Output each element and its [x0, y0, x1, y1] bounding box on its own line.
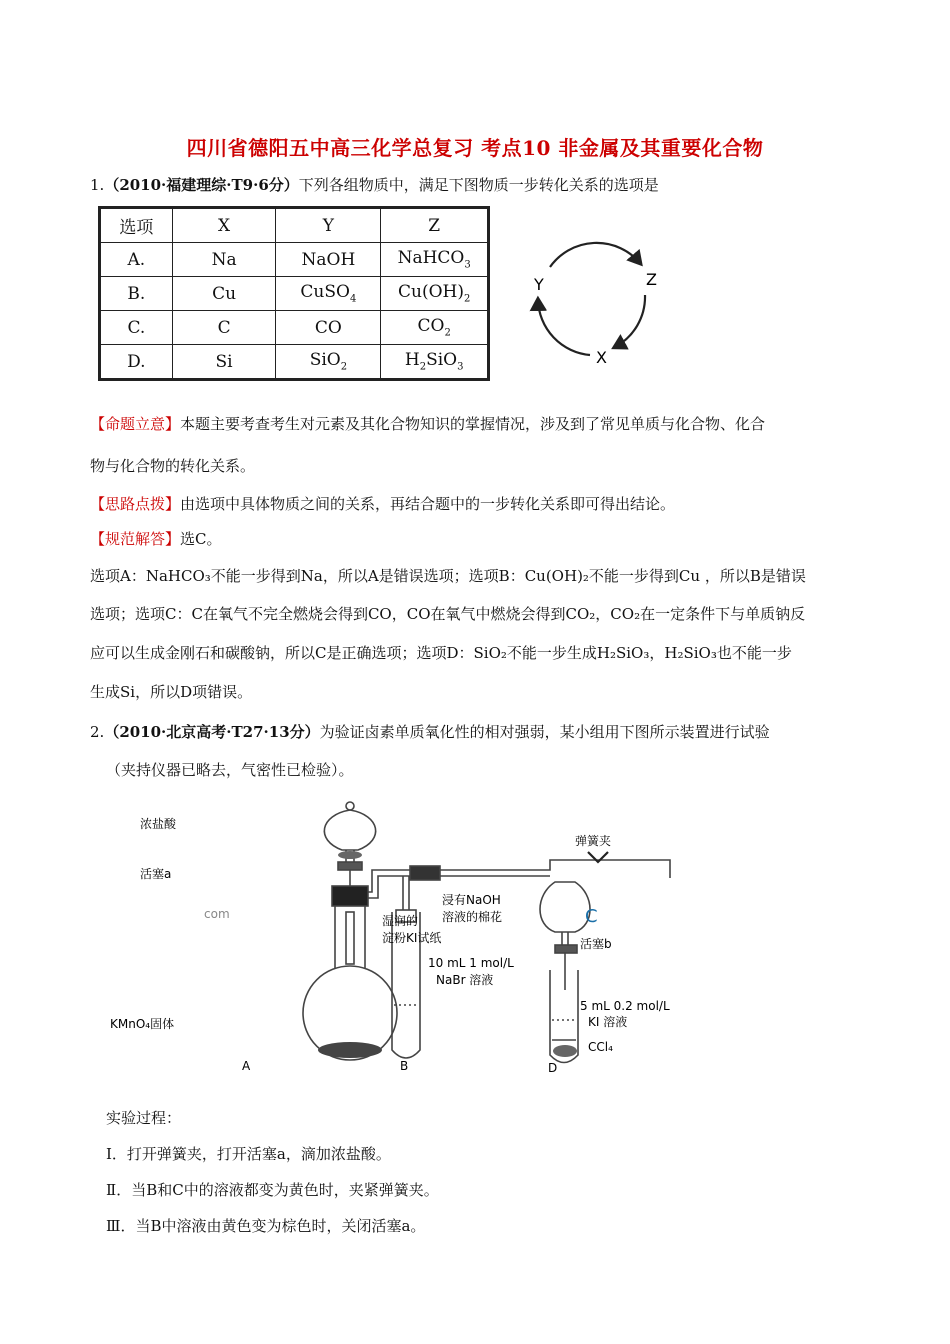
- table-row: [100, 243, 489, 277]
- label-kmno4: KMnO₄固体: [110, 1017, 175, 1031]
- table-row: [100, 311, 489, 345]
- cycle-label-x: X: [596, 348, 607, 367]
- label-cotton-1: 浸有NaOH: [442, 893, 501, 907]
- header-cell: 选项: [100, 208, 173, 243]
- label-ki-paper-1: 湿润的: [382, 914, 419, 928]
- intent-line-2: 物与化合物的转化关系。: [90, 457, 256, 475]
- vessel-c: [540, 882, 590, 932]
- label-watermark: com: [204, 907, 230, 921]
- stopcock-b-valve: [555, 945, 577, 953]
- cycle-label-y: Y: [534, 275, 544, 294]
- label-b: B: [400, 1059, 409, 1073]
- table-cell: D.: [100, 345, 173, 380]
- table-cell: NaOH: [276, 243, 381, 277]
- explain-line-1: 选项A：NaHCO₃不能一步得到Na，所以A是错误选项；选项B：Cu(OH)₂不能一步得到Cu ，所以B是错误: [90, 567, 806, 585]
- dropping-funnel: [324, 810, 375, 850]
- q2-text: 为验证卤素单质氧化性的相对强弱，某小组用下图所示装置进行试验: [319, 723, 770, 741]
- table-header-row: [100, 208, 489, 243]
- label-nabr-1: 10 mL 1 mol/L: [428, 956, 514, 970]
- kmno4-solid: [318, 1042, 382, 1058]
- arrow-x-to-y: [538, 300, 590, 355]
- label-clamp: 弹簧夹: [575, 834, 612, 848]
- label-d: D: [548, 1061, 558, 1075]
- label-nabr-2: NaBr 溶液: [436, 973, 494, 987]
- label-conc-hcl: 浓盐酸: [140, 817, 177, 831]
- ki-paper: [346, 912, 354, 964]
- table-row: [100, 345, 489, 380]
- hint-line: [90, 494, 870, 514]
- stopper-a: [332, 886, 368, 906]
- step-3: Ⅲ．当B中溶液由黄色变为棕色时，关闭活塞a。: [106, 1217, 426, 1235]
- header-cell: Y: [276, 208, 381, 243]
- tube-connector: [410, 866, 440, 880]
- q2-stem: [90, 722, 870, 742]
- header-cell: Z: [381, 208, 489, 243]
- q2-number: 2.: [90, 723, 105, 741]
- table-cell: C: [172, 311, 276, 345]
- q1-source: （2010·福建理综·T9·6分）: [104, 176, 299, 194]
- cycle-diagram: [520, 215, 670, 375]
- label-a: A: [242, 1059, 251, 1073]
- table-cell: Si: [172, 345, 276, 380]
- apparatus-figure: [110, 800, 690, 1075]
- answer-text: 选C。: [180, 530, 222, 548]
- intent-text: 本题主要考查考生对元素及其化合物知识的掌握情况，涉及到了常见单质与化合物、化合: [180, 415, 766, 433]
- q1-number: 1.: [90, 176, 105, 194]
- q1-options-table: [98, 206, 490, 381]
- table-row: [100, 277, 489, 311]
- arrow-z-to-x: [615, 295, 645, 347]
- label-ccl4: CCl₄: [588, 1040, 613, 1054]
- table-cell: CuSO$_4$: [276, 277, 381, 311]
- label-stopcock-b: 活塞b: [580, 937, 612, 951]
- intent-line-1: [90, 414, 870, 434]
- table-cell: NaHCO$_3$: [381, 243, 489, 277]
- table-cell: SiO$_2$: [276, 345, 381, 380]
- hint-text: 由选项中具体物质之间的关系，再结合题中的一步转化关系即可得出结论。: [180, 495, 676, 513]
- header-cell: X: [172, 208, 276, 243]
- table-cell: B.: [100, 277, 173, 311]
- label-c: C: [585, 906, 598, 927]
- label-stopcock-a: 活塞a: [140, 867, 172, 881]
- process-title: 实验过程：: [106, 1109, 182, 1127]
- explain-line-3: 应可以生成金刚石和碳酸钠，所以C是正确选项；选项D：SiO₂不能一步生成H₂SiO₃，H₂SiO₃也不能一步: [90, 644, 792, 662]
- q1-text: 下列各组物质中，满足下图物质一步转化关系的选项是: [298, 176, 659, 194]
- label-ki-paper-2: 淀粉KI试纸: [382, 931, 442, 945]
- q2-stem-2: （夹持仪器已略去，气密性已检验）。: [106, 761, 354, 779]
- table-cell: C.: [100, 311, 173, 345]
- step-1: Ⅰ．打开弹簧夹，打开活塞a，滴加浓盐酸。: [106, 1145, 391, 1163]
- label-ki-1: 5 mL 0.2 mol/L: [580, 999, 670, 1013]
- page-title: 四川省德阳五中高三化学总复习 考点10 非金属及其重要化合物: [186, 136, 764, 160]
- table-cell: Na: [172, 243, 276, 277]
- table-cell: A.: [100, 243, 173, 277]
- q1-stem: [90, 175, 870, 195]
- answer-line: [90, 529, 870, 549]
- intent-tag: 【命题立意】: [90, 415, 181, 433]
- table-cell: $H_2SiO_3$: [381, 345, 489, 380]
- answer-tag: 【规范解答】: [90, 530, 181, 548]
- hint-tag: 【思路点拨】: [90, 495, 181, 513]
- label-cotton-2: 溶液的棉花: [442, 910, 503, 924]
- q2-source: （2010·北京高考·T27·13分）: [104, 723, 320, 741]
- label-ki-2: KI 溶液: [588, 1015, 628, 1029]
- table-cell: Cu: [172, 277, 276, 311]
- explain-line-4: 生成Si，所以D项错误。: [90, 683, 253, 701]
- table-cell: CO: [276, 311, 381, 345]
- step-2: Ⅱ．当B和C中的溶液都变为黄色时，夹紧弹簧夹。: [106, 1181, 439, 1199]
- cycle-label-z: Z: [646, 270, 657, 289]
- table-cell: $Cu(OH)_2$: [381, 277, 489, 311]
- arrow-y-to-z: [550, 243, 640, 267]
- table-cell: $CO_2$: [381, 311, 489, 345]
- explain-line-2: 选项；选项C：C在氧气不完全燃烧会得到CO，CO在氧气中燃烧会得到CO₂，CO₂在一定条件下与单质钠反: [90, 605, 806, 623]
